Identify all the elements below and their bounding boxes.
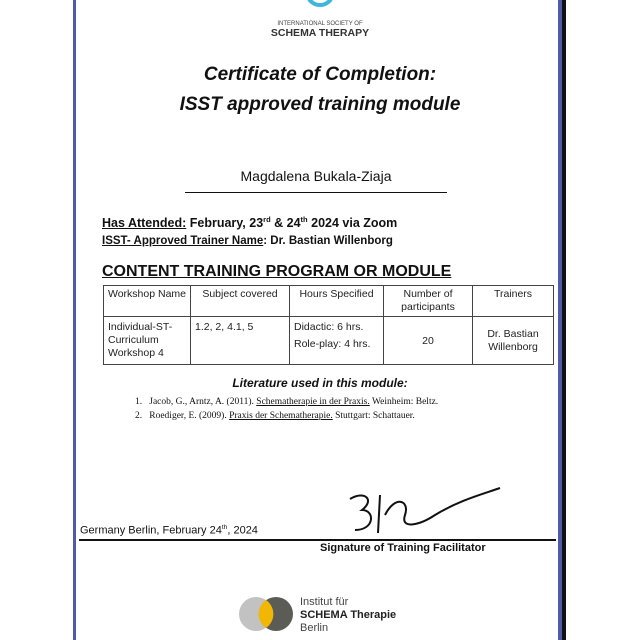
isst-logo [0,0,640,39]
section-heading: CONTENT TRAINING PROGRAM OR MODULE [102,263,452,280]
table-header-row [104,286,554,317]
institute-line1: Institut für [300,596,349,608]
logo-line2: SCHEMA THERAPY [270,27,370,39]
content-table [103,285,554,365]
item-title: Schematherapie in der Praxis. [256,397,370,407]
isst-swirl-icon [302,0,338,14]
literature-item [135,397,438,407]
attended-value: February, 23rd & 24th 2024 via Zoom [186,215,398,231]
signature-image [340,485,505,540]
participant-name: Magdalena Bukala-Ziaja [185,168,447,193]
attended-line [102,215,397,230]
attended-label: Has Attended: [102,216,187,231]
col-header: Subject covered [191,286,290,317]
trainer-label: ISST- Approved Trainer Name [102,235,264,247]
item-number: 2. [135,411,143,421]
signature-rule [79,539,556,541]
institute-line3: Berlin [300,622,329,634]
certificate-title: Certificate of Completion: [203,64,437,85]
place-date: Germany Berlin, February 24th, 2024 [80,524,258,537]
col-header: Hours Specified [290,286,384,317]
logo-line1: INTERNATIONAL SOCIETY OF [277,21,363,27]
literature-heading: Literature used in this module: [232,376,408,390]
institute-logo-text [300,596,396,635]
institute-line2: SCHEMA Therapie [300,609,397,621]
col-header: Number of participants [384,286,473,317]
item-publisher: Weinheim: Beltz. [369,397,439,407]
institute-logo-icon [238,594,298,634]
col-header: Trainers [473,286,554,317]
item-authors: Roediger, E. (2009). [149,411,230,421]
item-authors: Jacob, G., Arntz, A. (2011). [149,397,257,407]
cell-subjects: 1.2, 2, 4.1, 5 [191,317,290,365]
roleplay-hours: Role-play: 4 hrs. [294,338,371,350]
cell-workshop: Individual-ST-Curriculum Workshop 4 [104,317,191,365]
cell-participants: 20 [384,317,473,365]
literature-item [135,411,415,421]
item-number: 1. [135,397,143,407]
cell-hours [290,317,384,365]
col-header: Workshop Name [104,286,191,317]
trainer-line [102,235,393,247]
item-publisher: Stuttgart: Schattauer. [332,411,415,421]
trainer-value: : Dr. Bastian Willenborg [263,235,393,247]
didactic-hours: Didactic: 6 hrs. [294,321,364,333]
table-row [104,317,554,365]
signature-label: Signature of Training Facilitator [320,542,486,554]
certificate-subtitle: ISST approved training module [179,94,461,115]
item-title: Praxis der Schematherapie. [229,411,333,421]
cell-trainers: Dr. Bastian Willenborg [473,317,554,365]
